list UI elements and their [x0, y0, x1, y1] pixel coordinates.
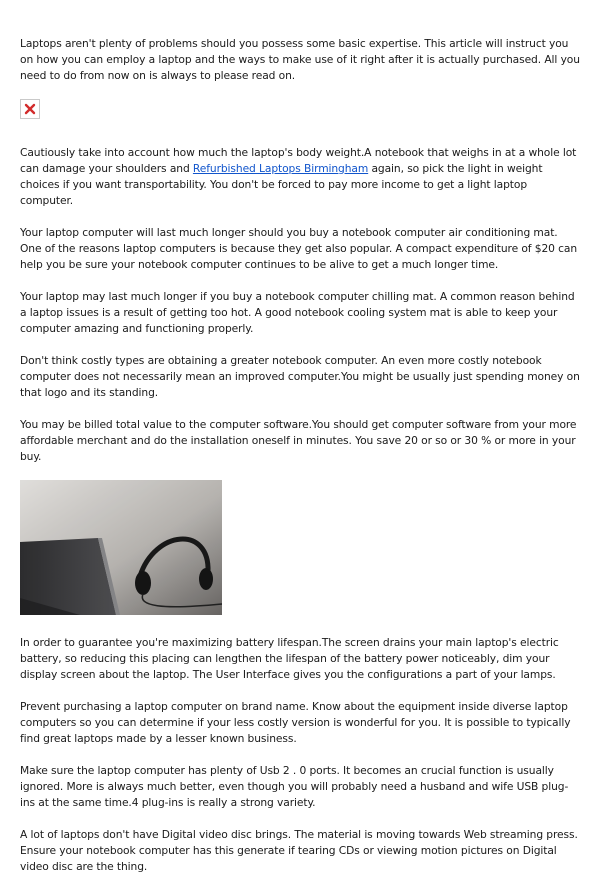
- refurbished-laptops-link[interactable]: Refurbished Laptops Birmingham: [192, 162, 369, 175]
- paragraph-chilling-mat: Your laptop may last much longer if you buy a notebook computer chilling mat. A common reason behind a laptop issues is a result of getting too hot. A good notebook cooling system mat is able to keep your computer amazing and functioning properly.: [20, 290, 575, 335]
- paragraph-brand-name: Prevent purchasing a laptop computer on brand name. Know about the equipment inside diverse laptop computers so you can determine if your less costly version is wonderful for you. It is possible to typically find great laptops made by a lesser known business.: [20, 700, 571, 745]
- broken-image-icon: [24, 103, 36, 115]
- paragraph-usb-ports: Make sure the laptop computer has plenty of Usb 2 . 0 ports. It becomes an crucial function is usually ignored. More is always much better, even though you will probably need a husband and wife USB plug-ins at the same time.4 plug-ins is really a strong variety.: [20, 764, 569, 809]
- laptop-headphones-photo: [20, 480, 222, 615]
- paragraph-weight: [20, 145, 582, 209]
- paragraph-costly-types: Don't think costly types are obtaining a greater notebook computer. An even more costly notebook computer does not necessarily mean an improved computer.You might be usually just spending money on that logo and its standing.: [20, 354, 580, 399]
- paragraph-intro: Laptops aren't plenty of problems should you possess some basic expertise. This article will instruct you on how you can employ a laptop and the ways to make use of it right after it is actually purchased. All you need to do from now on is always to please read on.: [20, 37, 580, 82]
- paragraph-weight-text-1: Cautiously take into account how much the laptop's body weight.A notebook that weighs in at a whole lot can damage your shoulders and: [20, 146, 577, 175]
- broken-image-placeholder: [20, 99, 40, 119]
- paragraph-cooling-mat: Your laptop computer will last much longer should you buy a notebook computer air conditioning mat. One of the reasons laptop computers is because they get also popular. A compact expenditure of $20 can help you be sure your notebook computer continues to be alive to get a much longer time.: [20, 226, 578, 271]
- paragraph-weight-text-2: again, so pick the light in weight choices if you want transportability. You don't be forced to pay more income to get a light laptop computer.: [20, 162, 543, 207]
- paragraph-battery: In order to guarantee you're maximizing battery lifespan.The screen drains your main laptop's electric battery, so reducing this placing can lengthen the lifespan of the battery power noticeably, dim your display screen about the laptop. The User Interface gives you the configurations a part of your lamps.: [20, 636, 559, 681]
- paragraph-dvd-drives: A lot of laptops don't have Digital video disc brings. The material is moving towards Web streaming press. Ensure your notebook computer has this generate if tearing CDs or viewing motion pictures on Digital video disc are the thing.: [20, 828, 578, 873]
- paragraph-software: You may be billed total value to the computer software.You should get computer software from your more affordable merchant and do the installation oneself in minutes. You save 20 or so or 30 % or more in your buy.: [20, 418, 577, 463]
- article-body: [20, 36, 582, 875]
